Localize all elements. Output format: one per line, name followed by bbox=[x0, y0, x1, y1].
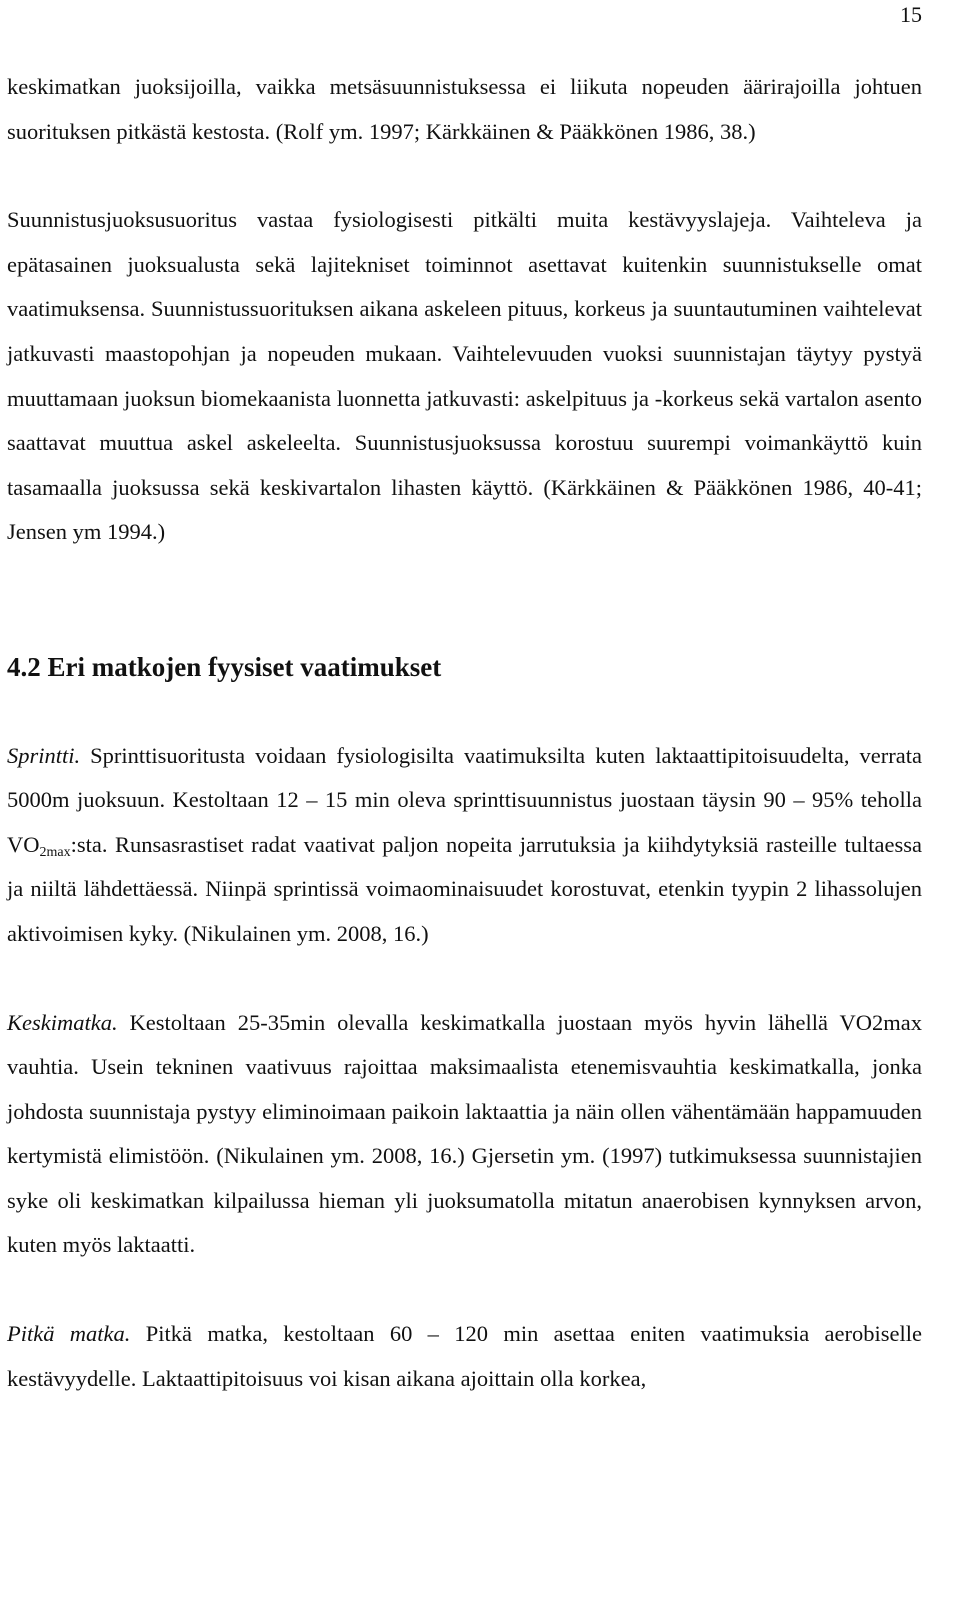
paragraph-sprintti bbox=[7, 734, 922, 957]
section-heading: 4.2 Eri matkojen fyysiset vaatimukset bbox=[7, 651, 442, 682]
sprintti-text-after: :sta. Runsasrastiset radat vaativat paljon nopeita jarrutuksia ja kiihdytyksiä rasteille tultaessa ja niiltä lähdettäessä. Niinpä sprintissä voimaominaisuudet korostuvat, etenkin tyypin 2 lihassolujen aktivoimisen kyky. (Nikulainen ym. 2008, 16.) bbox=[7, 831, 922, 946]
term-keskimatka: Keskimatka. bbox=[7, 1009, 118, 1035]
paragraph-suunnistusjuoksu: Suunnistusjuoksusuoritus vastaa fysiologisesti pitkälti muita kestävyyslajeja. Vaihteleva ja epätasainen juoksualusta sekä lajitekniset toiminnot asettavat kuitenkin suunnistukselle omat vaatimuksensa. Suunnistussuorituksen aikana askeleen pituus, korkeus ja suuntautuminen vaihtelevat jatkuvasti maastopohjan ja nopeuden mukaan. Vaihtelevuuden vuoksi suunnistajan täytyy pystyä muuttamaan juoksun biomekaanista luonnetta jatkuvasti: askelpituus ja -korkeus sekä vartalon asento saattavat muuttua askel askeleelta. Suunnistusjuoksussa korostuu suurempi voimankäyttö kuin tasamaalla juoksussa sekä keskivartalon lihasten käyttö. (Kärkkäinen & Pääkkönen 1986, 40-41; Jensen ym 1994.) bbox=[7, 207, 922, 545]
term-sprintti: Sprintti. bbox=[7, 742, 81, 768]
pitka-matka-text: Pitkä matka, kestoltaan 60 – 120 min asettaa eniten vaatimuksia aerobiselle kestävyydelle. Laktaattipitoisuus voi kisan aikana ajoittain olla korkea, bbox=[7, 1321, 922, 1391]
paragraph-keskimatka bbox=[7, 1001, 922, 1269]
keskimatka-text: Kestoltaan 25-35min olevalla keskimatkalla juostaan myös hyvin lähellä VO2max vauhtia. Usein tekninen vaativuus rajoittaa maksimaalista etenemisvauhtia keskimatkalla, jonka johdosta suunnistaja pystyy eliminoimaan paikoin laktaattia ja näin ollen vähentämään happamuuden kertymistä elimistöön. (Nikulainen ym. 2008, 16.) Gjersetin ym. (1997) tutkimuksessa suunnistajien syke oli keskimatkan kilpailussa hieman yli juoksumatolla mitatun anaerobisen kynnyksen arvon, kuten myös laktaatti. bbox=[7, 1009, 922, 1258]
document-body bbox=[7, 65, 922, 1401]
sprintti-text-before: Sprinttisuoritusta voidaan fysiologisilta vaatimuksilta kuten laktaattipitoisuudelta, verrata 5000m juoksuun. Kestoltaan 12 – 15 min oleva sprinttisuunnistus juostaan täysin 90 – 95% teholla VO bbox=[7, 742, 922, 857]
paragraph-intro: keskimatkan juoksijoilla, vaikka metsäsuunnistuksessa ei liikuta nopeuden äärirajoilla johtuen suorituksen pitkästä kestosta. (Rolf ym. 1997; Kärkkäinen & Pääkkönen 1986, 38.) bbox=[7, 74, 922, 144]
page-number: 15 bbox=[900, 2, 922, 27]
vo2max-subscript: 2max bbox=[39, 844, 71, 860]
paragraph-pitka-matka bbox=[7, 1312, 922, 1401]
term-pitka-matka: Pitkä matka. bbox=[7, 1321, 131, 1347]
